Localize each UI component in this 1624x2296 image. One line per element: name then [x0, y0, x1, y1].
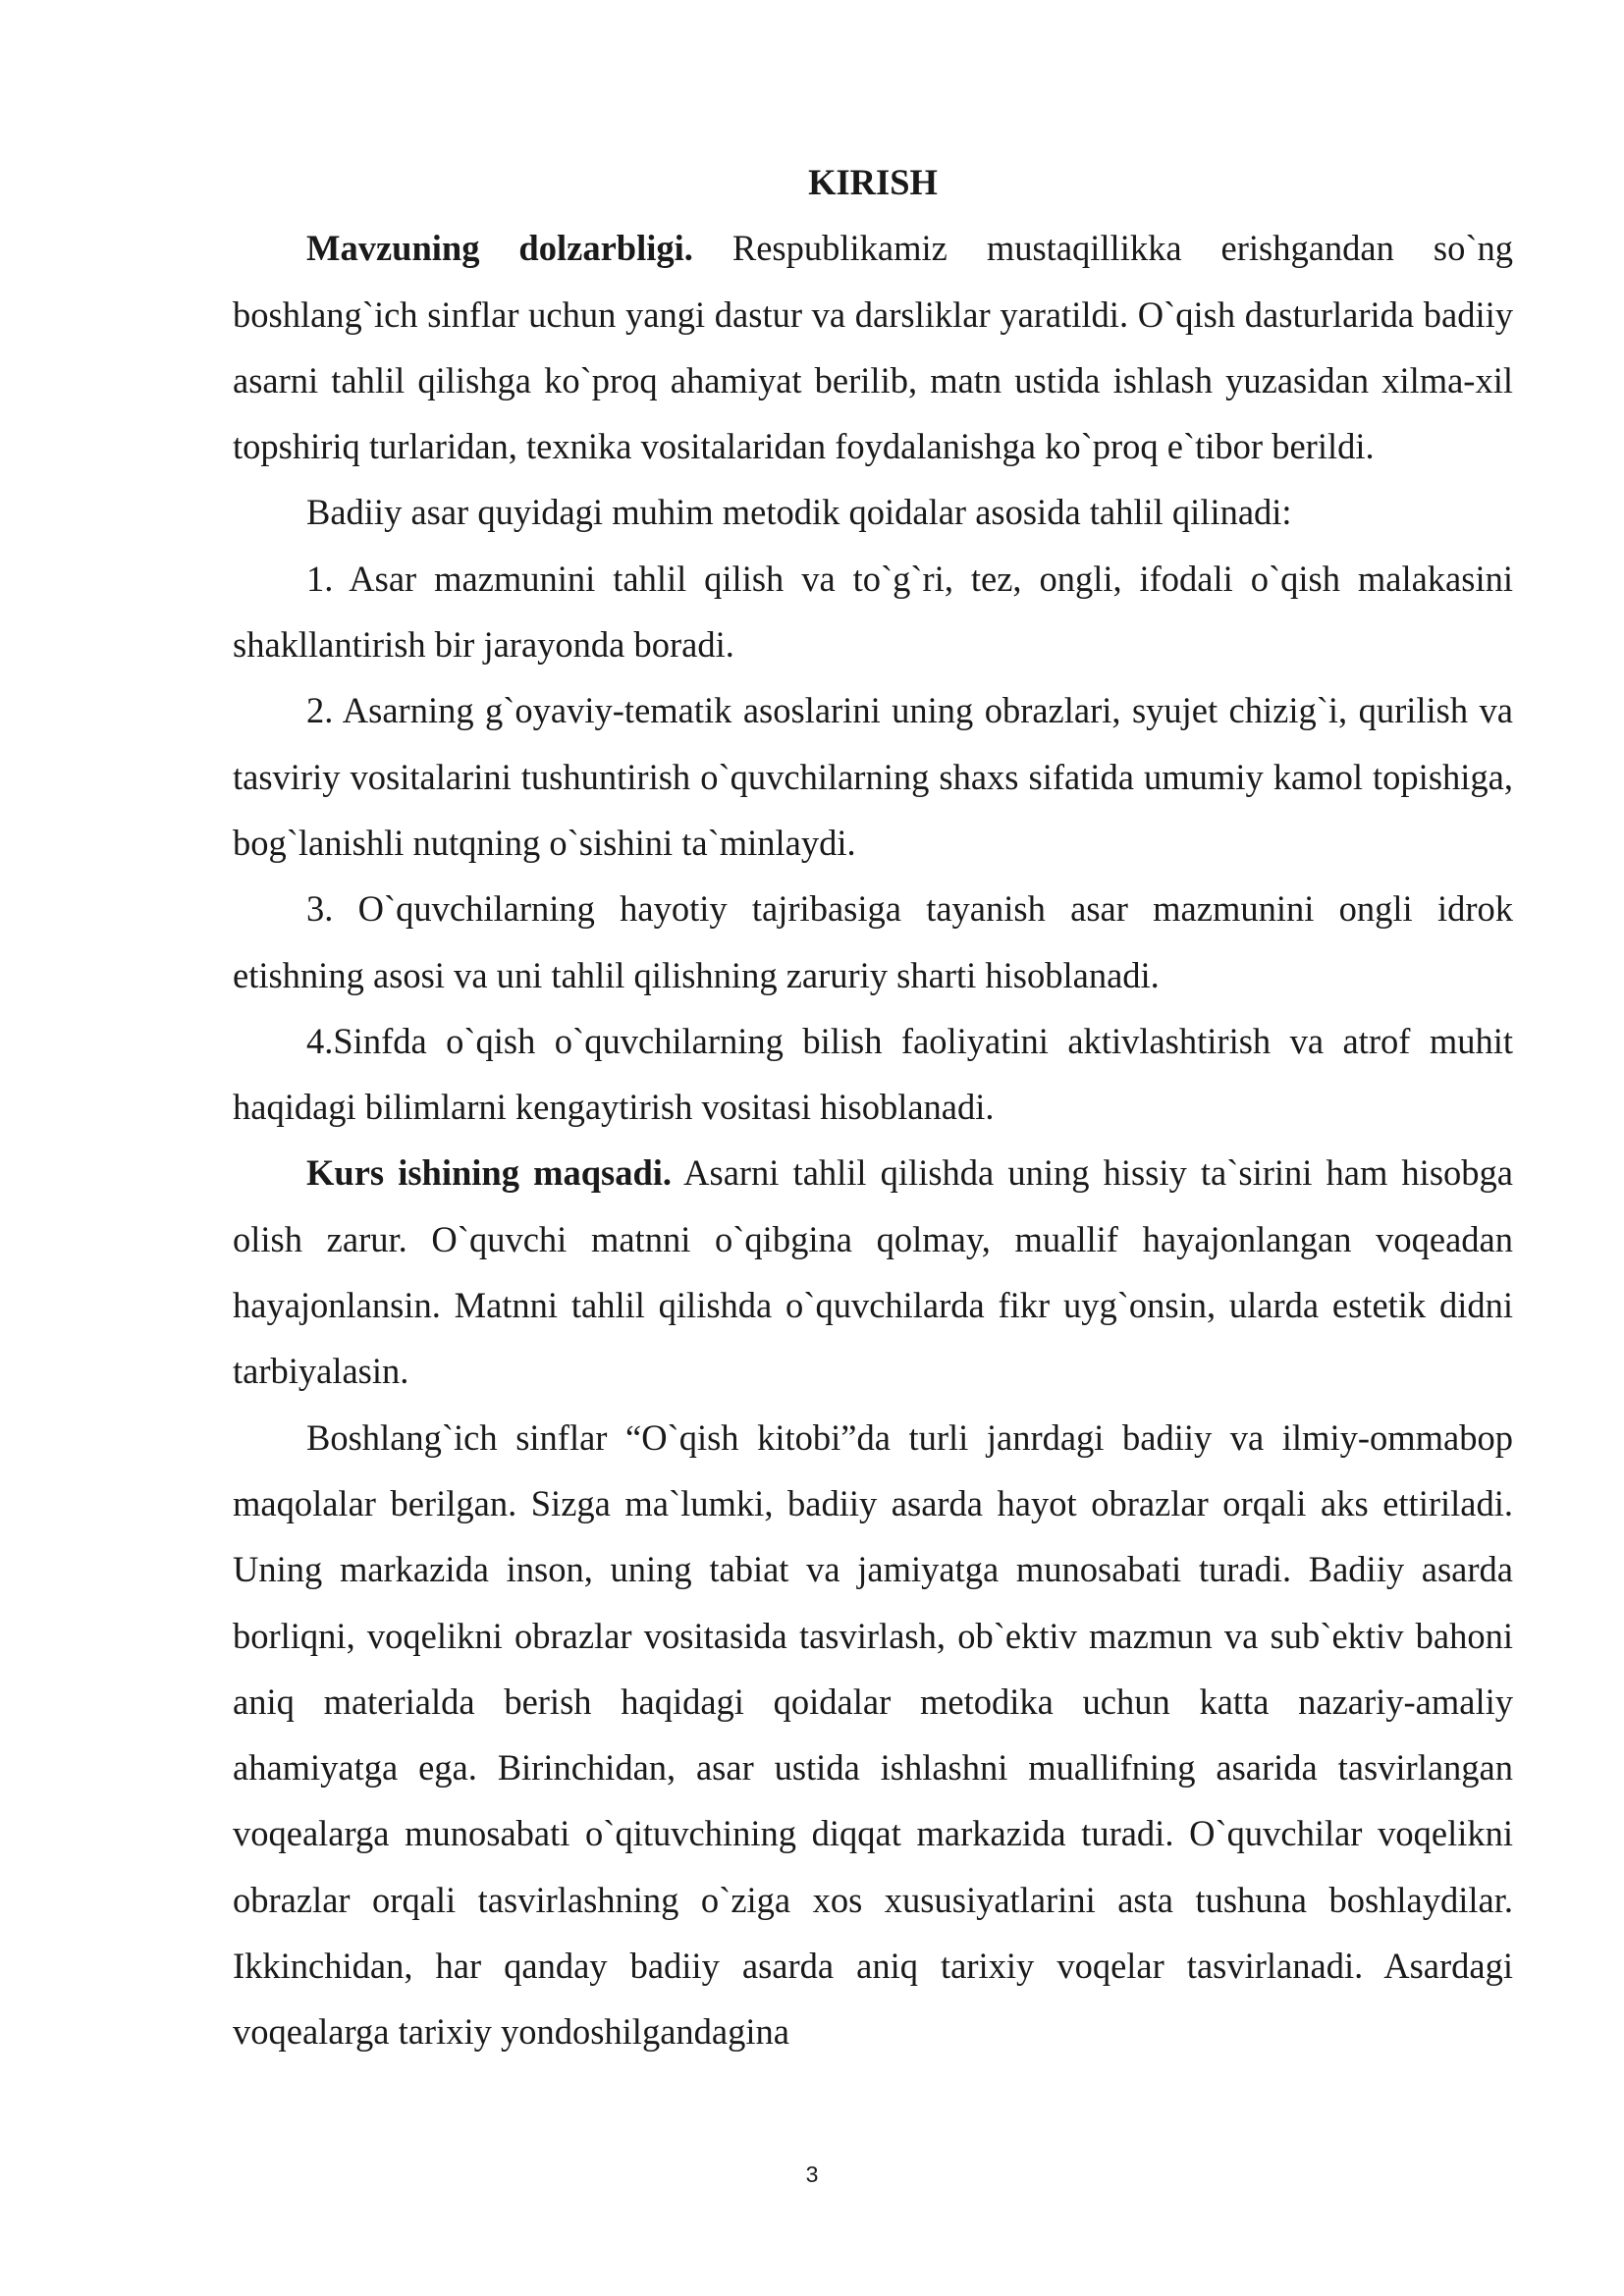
list-item-1 [233, 546, 1513, 678]
paragraph-text: 3. O`quvchilarning hayotiy tajribasiga tayanish asar mazmunini ongli idrok etishning asosi va uni tahlil qilishning zaruriy sharti hisoblanadi. [233, 888, 1513, 995]
list-item-3 [233, 876, 1513, 1008]
page-content [233, 149, 1513, 2065]
paragraph-text: Boshlang`ich sinflar “O`qish kitobi”da turli janrdagi badiiy va ilmiy-ommabop maqolalar berilgan. Sizga ma`lumki, badiiy asarda hayot obrazlar orqali aks ettiriladi. Uning markazida inson, uning tabiat va jamiyatga munosabati turadi. Badiiy asarda borliqni, voqelikni obrazlar vositasida tasvirlash, ob`ektiv mazmun va sub`ektiv bahoni aniq materialda berish haqidagi qoidalar metodika uchun katta nazariy-amaliy ahamiyatga ega. Birinchidan, asar ustida ishlashni muallifning asarida tasvirlangan voqealarga munosabati o`qituvchining diqqat markazida turadi. O`quvchilar voqelikni obrazlar orqali tasvirlashning o`ziga xos xususiyatlarini asta tushuna boshlaydilar. Ikkinchidan, har qanday badiiy asarda aniq tarixiy voqelar tasvirlanadi. Asardagi voqealarga tarixiy yondoshilgandagina [233, 1416, 1513, 2053]
paragraph-text: 2. Asarning g`oyaviy-tematik asoslarini uning obrazlari, syujet chizig`i, qurilish va tasviriy vositalarini tushuntirish o`quvchilarning shaxs sifatida umumiy kamol topishiga, bog`lanishli nutqning o`sishini ta`minlaydi. [233, 690, 1513, 863]
page-title: KIRISH [808, 162, 938, 202]
paragraph-lead: Kurs ishining maqsadi. [306, 1152, 673, 1194]
paragraph-principles-intro [233, 479, 1513, 545]
paragraph-goal [233, 1140, 1513, 1404]
paragraph-text: Respublikamiz mustaqillikka erishgandan so`ng boshlang`ich sinflar uchun yangi dastur va darsliklar yaratildi. O`qish dasturlarida badiiy asarni tahlil qilishga ko`proq ahamiyat berilib, matn ustida ishlash yuzasidan xilma-xil topshiriq turlaridan, texnika vositalaridan foydalanishga ko`proq e`tibor berildi. [233, 228, 1513, 467]
paragraph-reading-book [233, 1405, 1513, 2065]
list-item-4 [233, 1008, 1513, 1141]
paragraph-text: 1. Asar mazmunini tahlil qilish va to`g`ri, tez, ongli, ifodali o`qish malakasini shakllantirish bir jarayonda boradi. [233, 558, 1513, 666]
paragraph-lead: Mavzuning dolzarbligi. [306, 228, 693, 269]
paragraph-text: 4.Sinfda o`qish o`quvchilarning bilish faoliyatini aktivlashtirish va atrof muhit haqidagi bilimlarni kengaytirish vositasi hisoblanadi. [233, 1020, 1513, 1128]
paragraph-text: Badiiy asar quyidagi muhim metodik qoidalar asosida tahlil qilinadi: [306, 492, 1292, 533]
paragraph-text: Asarni tahlil qilishda uning hissiy ta`sirini ham hisobga olish zarur. O`quvchi matnni o`qibgina qolmay, muallif hayajonlangan voqeadan hayajonlansin. Matnni tahlil qilishda o`quvchilarda fikr uyg`onsin, ularda estetik didni tarbiyalasin. [233, 1152, 1513, 1392]
page-number: 3 [805, 2162, 819, 2187]
paragraph-relevance [233, 215, 1513, 479]
list-item-2 [233, 677, 1513, 876]
